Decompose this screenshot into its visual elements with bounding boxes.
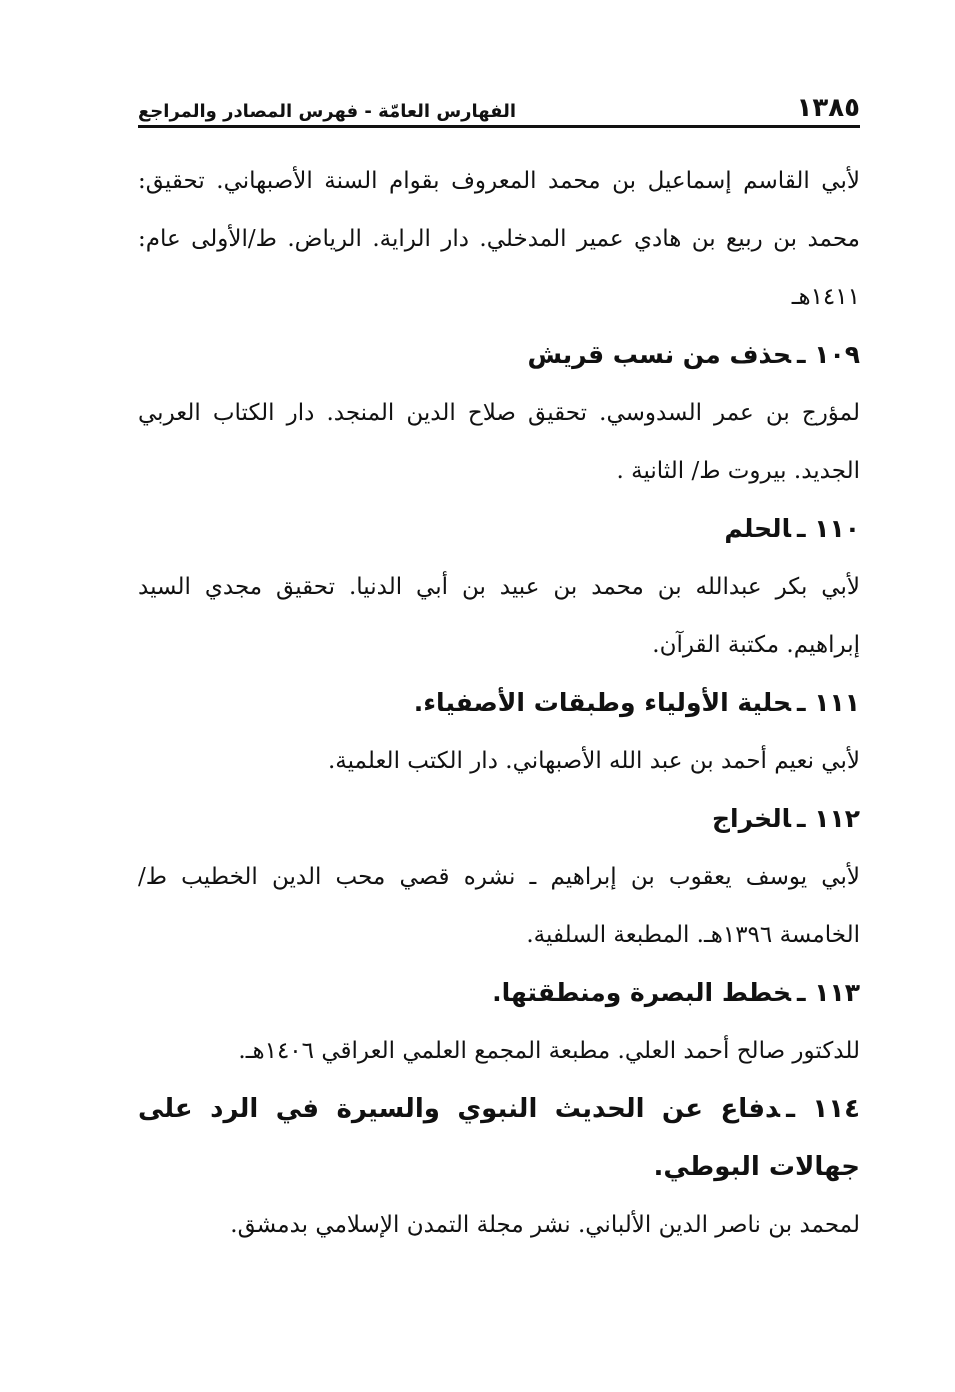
entry-112 xyxy=(138,790,860,964)
entry-description: لأبي نعيم أحمد بن عبد الله الأصبهاني. دار الكتب العلمية. xyxy=(327,748,860,774)
body-text xyxy=(138,152,860,1254)
entry-114 xyxy=(138,1080,860,1254)
entry-description: لمؤرج بن عمر السدوسي. تحقيق صلاح الدين المنجد. دار الكتاب العربي الجديد. بيروت ط/ الثانية . xyxy=(138,400,860,484)
document-page xyxy=(138,85,860,1254)
entry-110 xyxy=(138,500,860,674)
entry-description: لمحمد بن ناصر الدين الألباني. نشر مجلة التمدن الإسلامي بدمشق. xyxy=(230,1212,860,1238)
entry-number: ١٠٩ ـ xyxy=(796,340,860,369)
entry-title-text: حلية الأولياء وطبقات الأصفياء. xyxy=(413,688,791,717)
entry-number: ١١١ ـ xyxy=(796,688,860,717)
header-title: الفهارس العامّة - فهرس المصادر والمراجع xyxy=(138,101,517,122)
entry-title xyxy=(138,790,860,848)
entry-number: ١١٢ ـ xyxy=(796,804,860,833)
entry-111 xyxy=(138,674,860,790)
entry-title xyxy=(138,326,860,384)
entry-title xyxy=(138,500,860,558)
entry-description: لأبي بكر عبدالله بن محمد بن عبيد بن أبي الدنيا. تحقيق مجدي السيد إبراهيم. مكتبة القرآن. xyxy=(138,574,860,658)
entry-number: ١١٤ ـ xyxy=(786,1094,860,1124)
entry-description: لأبي يوسف يعقوب بن إبراهيم ـ نشره قصي محب الدين الخطيب ط/ الخامسة ١٣٩٦هـ. المطبعة السلفية. xyxy=(138,864,860,948)
entry-title xyxy=(138,964,860,1022)
entry-number: ١١٠ ـ xyxy=(796,514,860,543)
entry-113 xyxy=(138,964,860,1080)
entry-title-text: الحلم xyxy=(724,514,791,543)
entry-title xyxy=(138,1080,860,1196)
entry-number: ١١٣ ـ xyxy=(796,978,860,1007)
entry-title-text: دفاع عن الحديث النبوي والسيرة في الرد على جهالات البوطي. xyxy=(138,1094,860,1182)
running-header xyxy=(138,85,860,128)
entry-title xyxy=(138,674,860,732)
entry-title-text: حذف من نسب قريش xyxy=(527,340,791,369)
entry-109 xyxy=(138,326,860,500)
page-number: ١٣٨٥ xyxy=(796,93,860,123)
entry-title-text: الخراج xyxy=(712,804,791,833)
entry-title-text: خطط البصرة ومنطقتها. xyxy=(492,978,791,1007)
continuation-paragraph: لأبي القاسم إسماعيل بن محمد المعروف بقوام السنة الأصبهاني. تحقيق: محمد بن ربيع بن هادي عمير المدخلي. دار الراية. الرياض. ط/الأولى عام: ١٤١١هـ xyxy=(138,168,860,310)
entry-description: للدكتور صالح أحمد العلي. مطبعة المجمع العلمي العراقي ١٤٠٦هـ. xyxy=(238,1038,860,1064)
